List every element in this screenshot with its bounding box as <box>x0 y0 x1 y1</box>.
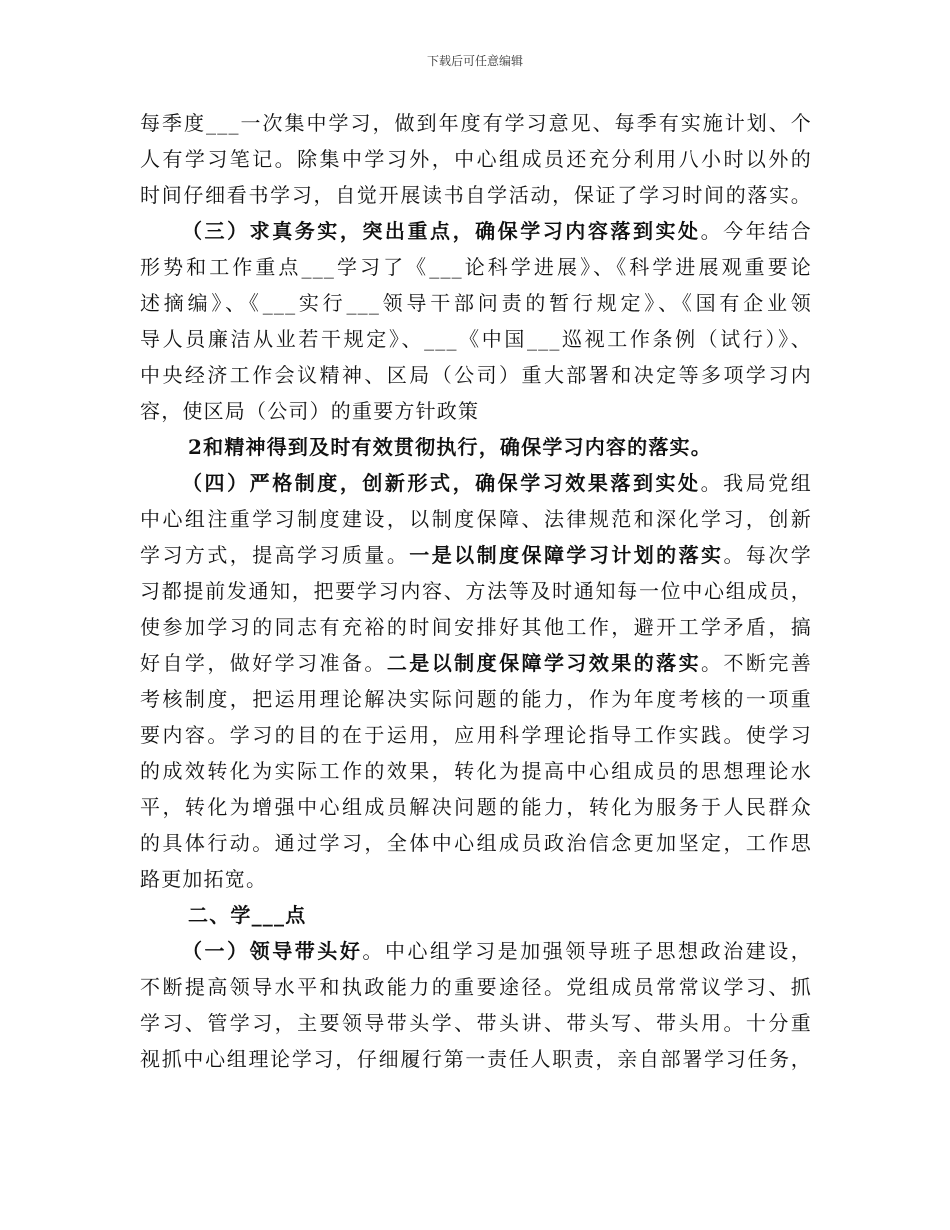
text-line <box>140 573 812 609</box>
text-segment: 容，使区局（公司）的重要方针政策 <box>140 399 480 423</box>
text-segment: 的成效转化为实际工作的效果，转化为提高中心组成员的思想理论水 <box>140 759 812 783</box>
bold-text: 二是以制度保障学习效果的落实 <box>386 651 702 675</box>
text-line <box>140 681 812 717</box>
text-segment: 好自学，做好学习准备。 <box>140 651 387 675</box>
text-segment: 。不断完善 <box>701 651 812 675</box>
text-segment: 人有学习笔记。除集中学习外，中心组成员还充分利用八小时以外的 <box>140 147 812 171</box>
text-line <box>140 357 812 393</box>
page-header: 下载后可任意编辑 <box>426 54 523 68</box>
bold-text: 一是以制度保障学习计划的落实 <box>409 543 724 567</box>
text-segment: 使参加学习的同志有充裕的时间安排好其他工作，避开工学矛盾，搞 <box>140 615 812 639</box>
text-line <box>140 321 812 357</box>
bold-text: （四）严格制度，创新形式，确保学习效果落到实处 <box>182 471 701 495</box>
text-line <box>140 969 812 1005</box>
text-segment: 每季度___一次集中学习，做到年度有学习意见、每季有实施计划、个 <box>140 111 812 135</box>
document-body <box>140 105 812 1077</box>
text-line <box>140 897 812 933</box>
text-line <box>140 249 812 285</box>
text-line <box>140 717 812 753</box>
text-segment: 述摘编》、《___实行___领导干部问责的暂行规定》、《国有企业领 <box>140 291 812 315</box>
text-segment: 习都提前发通知，把要学习内容、方法等及时通知每一位中心组成员， <box>140 579 812 603</box>
text-segment: 导人员廉洁从业若干规定》、___《中国___巡视工作条例（试行）》、 <box>140 327 812 351</box>
text-line <box>140 105 812 141</box>
text-segment: 。我局党组 <box>700 471 813 495</box>
text-segment: 。今年结合 <box>700 219 813 243</box>
text-segment: 不断提高领导水平和执政能力的重要途径。党组成员常常议学习、抓 <box>140 975 812 999</box>
text-segment: 学习方式，提高学习质量。 <box>140 543 410 567</box>
text-line <box>140 285 812 321</box>
text-segment: 的具体行动。通过学习，全体中心组成员政治信念更加坚定，工作思 <box>140 831 812 855</box>
text-segment: 形势和工作重点___学习了《___论科学进展》、《科学进展观重要论 <box>140 255 812 279</box>
text-line <box>140 213 812 249</box>
text-segment: 。每次学 <box>723 543 812 567</box>
text-segment: 要内容。学习的目的在于运用，应用科学理论指导工作实践。使学习 <box>140 723 812 747</box>
text-line <box>140 933 812 969</box>
text-line <box>140 609 812 645</box>
text-segment: 学习、管学习，主要领导带头学、带头讲、带头写、带头用。十分重 <box>140 1011 812 1035</box>
text-line <box>140 753 812 789</box>
text-segment: 时间仔细看书学习，自觉开展读书自学活动，保证了学习时间的落实。 <box>140 183 812 207</box>
text-segment: 考核制度，把运用理论解决实际问题的能力，作为年度考核的一项重 <box>140 687 812 711</box>
text-line <box>140 537 812 573</box>
bold-text: （一）领导带头好 <box>182 939 363 963</box>
text-segment: 路更加拓宽。 <box>140 867 268 891</box>
text-line <box>140 789 812 825</box>
text-line <box>140 429 812 465</box>
text-segment: 。中心组学习是加强领导班子思想政治建设， <box>362 939 812 963</box>
text-line <box>140 861 812 897</box>
text-line <box>140 825 812 861</box>
text-line <box>140 645 812 681</box>
bold-text: 二、学___点 <box>188 903 307 927</box>
text-segment: 中央经济工作会议精神、区局（公司）重大部署和决定等多项学习内 <box>140 363 812 387</box>
text-segment: 平，转化为增强中心组成员解决问题的能力，转化为服务于人民群众 <box>140 795 812 819</box>
text-line <box>140 141 812 177</box>
text-segment: 视抓中心组理论学习，仔细履行第一责任人职责，亲自部署学习任务， <box>140 1047 812 1071</box>
text-segment: 中心组注重学习制度建设，以制度保障、法律规范和深化学习，创新 <box>140 507 812 531</box>
text-line <box>140 177 812 213</box>
text-line <box>140 501 812 537</box>
text-line <box>140 1041 812 1077</box>
text-line <box>140 1005 812 1041</box>
bold-text: 2和精神得到及时有效贯彻执行，确保学习内容的落实。 <box>188 435 712 459</box>
text-line <box>140 393 812 429</box>
text-line <box>140 465 812 501</box>
bold-text: （三）求真务实，突出重点，确保学习内容落到实处 <box>182 219 701 243</box>
